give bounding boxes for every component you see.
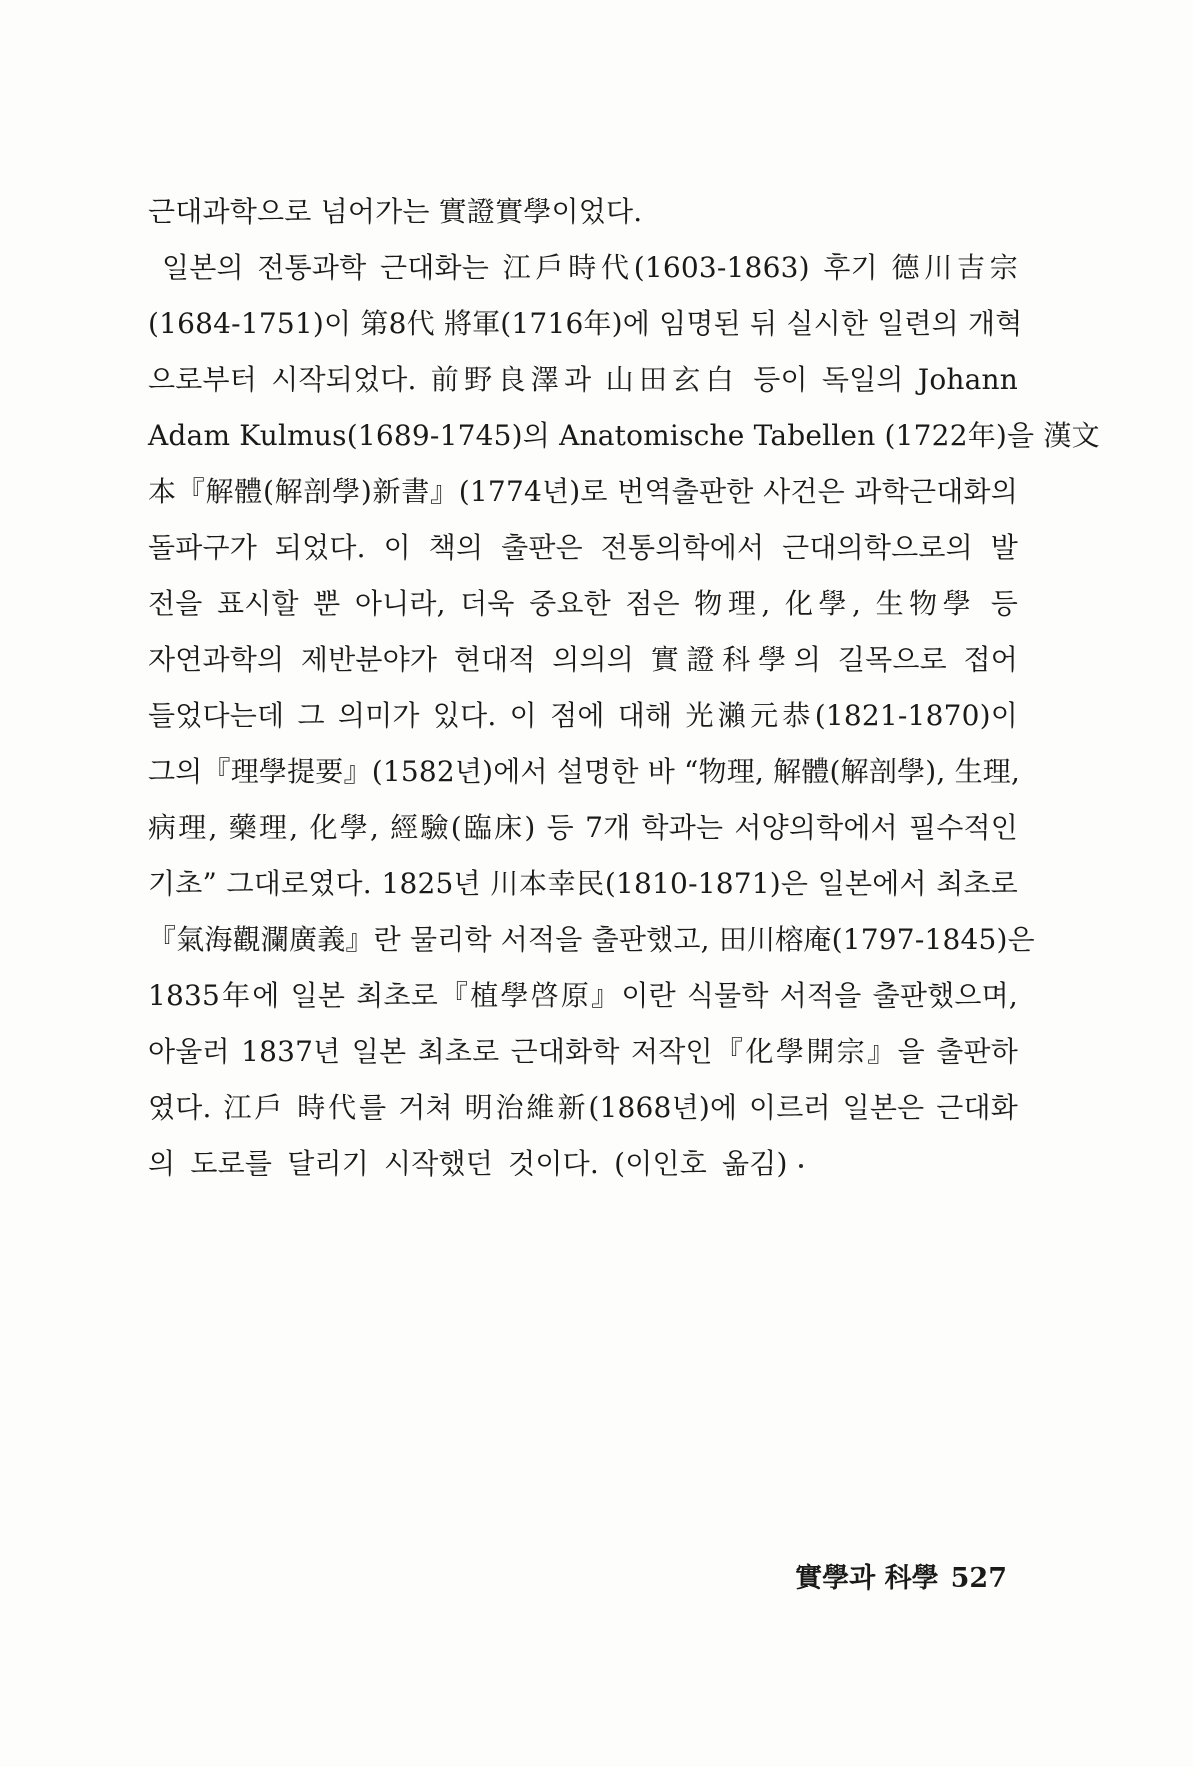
stray-ink-dot	[799, 1164, 803, 1168]
text-line: 자연과학의 제반분야가 현대적 의의의 實證科學의 길목으로 접어	[148, 643, 1018, 676]
text-line: 돌파구가 되었다. 이 책의 출판은 전통의학에서 근대의학으로의 발	[148, 531, 1018, 564]
page-number: 527	[950, 1563, 1007, 1594]
text-line: 였다. 江戶 時代를 거쳐 明治維新(1868년)에 이르러 일본은 근대화	[148, 1091, 1018, 1124]
text-line: 기초” 그대로였다. 1825년 川本幸民(1810-1871)은 일본에서 최초로	[148, 867, 1018, 900]
text-line: Adam Kulmus(1689-1745)의 Anatomische Tabellen (1722年)을 漢文	[148, 419, 1100, 452]
page-footer	[795, 1556, 1007, 1595]
text-line: (1684-1751)이 第8代 將軍(1716年)에 임명된 뒤 실시한 일련의 개혁	[148, 307, 1023, 340]
text-line: 들었다는데 그 의미가 있다. 이 점에 대해 光瀨元恭(1821-1870)이	[148, 699, 1018, 732]
text-line: 『氣海觀瀾廣義』란 물리학 서적을 출판했고, 田川榕庵(1797-1845)은	[148, 923, 1035, 956]
body-text	[148, 184, 1100, 1192]
text-line: 의 도로를 달리기 시작했던 것이다. (이인호 옮김)	[148, 1147, 788, 1180]
text-line: 病理, 藥理, 化學, 經驗(臨床) 등 7개 학과는 서양의학에서 필수적인	[148, 811, 1018, 844]
text-line: 으로부터 시작되었다. 前野良澤과 山田玄白 등이 독일의 Johann	[148, 363, 1018, 396]
text-line: 本『解體(解剖學)新書』(1774년)로 번역출판한 사건은 과학근대화의	[148, 475, 1018, 508]
running-title: 實學과 科學	[795, 1563, 939, 1594]
text-line: 그의『理學提要』(1582년)에서 설명한 바 “物理, 解體(解剖學), 生理,	[148, 755, 1021, 788]
text-line: 근대과학으로 넘어가는 實證實學이었다.	[148, 195, 643, 228]
text-line: 아울러 1837년 일본 최초로 근대화학 저작인『化學開宗』을 출판하	[148, 1035, 1018, 1068]
text-line: 전을 표시할 뿐 아니라, 더욱 중요한 점은 物理, 化學, 生物學 등	[148, 587, 1018, 620]
text-line: 1835年에 일본 최초로『植學啓原』이란 식물학 서적을 출판했으며,	[148, 979, 1018, 1012]
paragraph-first-line: 일본의 전통과학 근대화는 江戶時代(1603-1863) 후기 德川吉宗	[162, 251, 1018, 284]
